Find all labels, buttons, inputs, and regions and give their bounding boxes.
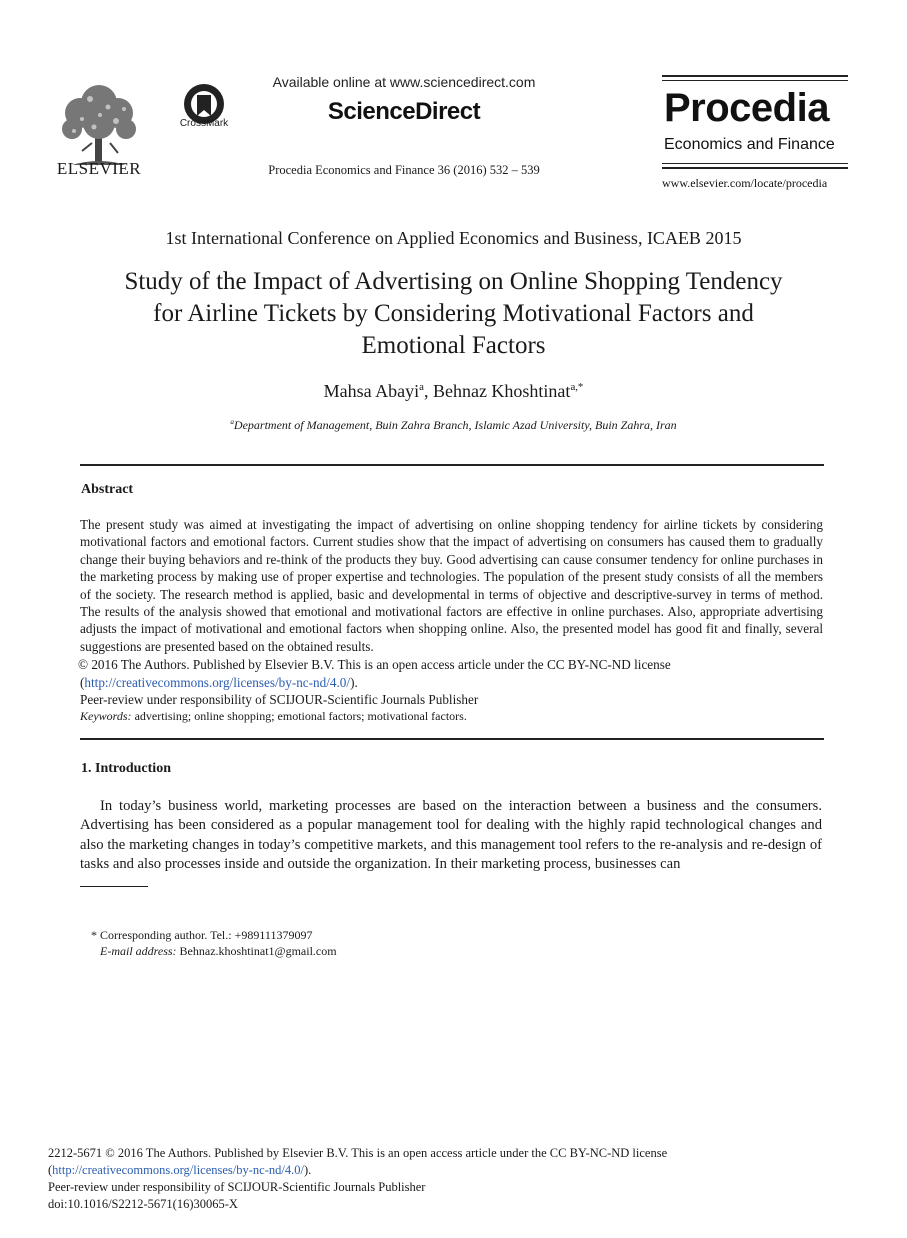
license-link[interactable]: http://creativecommons.org/licenses/by-nc-nd/4.0/ xyxy=(84,675,351,690)
header-rule-bottom-1 xyxy=(662,163,848,164)
conference-name: 1st International Conference on Applied Economics and Business, ICAEB 2015 xyxy=(165,228,742,248)
footnote-separator xyxy=(80,886,148,887)
author-list xyxy=(0,381,907,402)
paren-open: ( xyxy=(48,1163,53,1177)
corresponding-author-text: Corresponding author. Tel.: +989111379097 xyxy=(100,928,313,942)
header-rule-top-2 xyxy=(662,80,848,81)
abstract-heading: Abstract xyxy=(81,482,134,497)
title-line: Study of the Impact of Advertising on Online Shopping Tendency xyxy=(124,268,783,295)
introduction-paragraph: In today’s business world, marketing processes are based on the interaction between a business and the consumers. Advertising has been considered as a popular management tool for dealing with the highly rapid technological changes and also the marketing changes in today’s competitive markets, and this management tool refers to the re-analysis and re-design of tasks and also processes inside and outside the organization. In their marketing process, businesses can xyxy=(80,798,822,872)
footer-license-link[interactable]: http://creativecommons.org/licenses/by-nc-nd/4.0/ xyxy=(52,1163,304,1177)
email-label: E-mail address: xyxy=(100,944,177,958)
journal-wordmark: Procedia xyxy=(664,86,829,130)
abstract-text: The present study was aimed at investigating the impact of advertising on online shopping tendency for airline tickets by considering motivational factors and emotional factors. Current studies show that the impact of advertising on consumers has caused them to gradually change their buying behaviors and re-think of the products they buy. Good advertising can cause consumer tendency for online purchases in the marketing process by making use of proper expertise and technologies. The population of the present study consists of all the members of the society. The research method is applied, basic and developmental in terms of objective and descriptive-survey in terms of method. The results of the analysis showed that emotional and motivational factors are effective in online purchases. Also, appropriate advertising adjusts the impact of motivational and emotional factors when shopping online. Also, the presented model has good fit and finally, several suggestions are presented based on the obtained results. xyxy=(80,517,823,654)
paper-title xyxy=(70,266,837,362)
author-affiliation-mark: a xyxy=(419,381,424,393)
keywords-label: Keywords: xyxy=(80,709,132,723)
footer-doi[interactable]: doi:10.1016/S2212-5671(16)30065-X xyxy=(48,1197,238,1211)
corresponding-author-note xyxy=(91,928,312,943)
author-name: Behnaz Khoshtinat xyxy=(432,381,571,401)
author-separator: , xyxy=(423,381,433,401)
author-name: Mahsa Abayi xyxy=(323,381,420,401)
footer-license-link-line xyxy=(48,1163,311,1178)
journal-url[interactable]: www.elsevier.com/locate/procedia xyxy=(662,176,828,190)
email-address[interactable]: Behnaz.khoshtinat1@gmail.com xyxy=(179,944,337,958)
email-note xyxy=(100,944,337,959)
paren-close: ). xyxy=(350,675,358,690)
footnote-mark: * xyxy=(91,928,97,942)
paren-close: ). xyxy=(303,1163,312,1177)
title-line: Emotional Factors xyxy=(361,332,546,359)
footer-issn-license: 2212-5671 © 2016 The Authors. Published by Elsevier B.V. This is an open access article under the CC BY-NC-ND license xyxy=(48,1146,668,1160)
crossmark-label: CrossMark xyxy=(179,118,229,129)
footer-peer-review: Peer-review under responsibility of SCIJOUR-Scientific Journals Publisher xyxy=(48,1180,426,1194)
title-line: for Airline Tickets by Considering Motivational Factors and xyxy=(153,300,754,327)
section-heading-introduction: 1. Introduction xyxy=(81,761,171,776)
journal-reference: Procedia Economics and Finance 36 (2016) 532 – 539 xyxy=(268,163,540,177)
header-rule-bottom-2 xyxy=(662,167,848,169)
header-rule-top-1 xyxy=(662,75,848,77)
journal-subtitle: Economics and Finance xyxy=(664,136,835,153)
abstract-bottom-rule xyxy=(80,738,824,740)
affiliation-mark: a xyxy=(230,418,234,426)
affiliation-text: Department of Management, Buin Zahra Branch, Islamic Azad University, Buin Zahra, Iran xyxy=(233,418,677,432)
peer-review-statement: Peer-review under responsibility of SCIJOUR-Scientific Journals Publisher xyxy=(80,692,479,707)
sciencedirect-wordmark[interactable]: ScienceDirect xyxy=(327,98,481,125)
keywords-list: advertising; online shopping; emotional factors; motivational factors. xyxy=(134,709,467,723)
license-statement: © 2016 The Authors. Published by Elsevier B.V. This is an open access article under the CC BY-NC-ND license xyxy=(78,657,671,672)
license-link-line xyxy=(80,675,358,691)
abstract-top-rule xyxy=(80,464,824,466)
available-online-text: Available online at www.sciencedirect.com xyxy=(272,74,536,90)
paren-open: ( xyxy=(80,675,85,690)
keywords xyxy=(80,709,467,724)
affiliation xyxy=(0,418,907,433)
publisher-wordmark: ELSEVIER xyxy=(56,159,142,178)
author-affiliation-mark[interactable]: a,* xyxy=(570,381,584,393)
